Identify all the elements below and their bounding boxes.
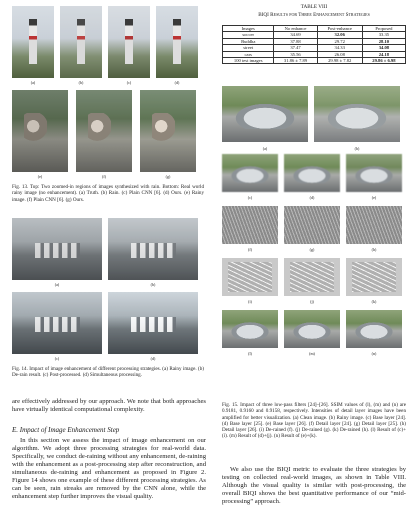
table-cell: 32.06: [317, 32, 362, 38]
fig15-label-g: (g): [309, 247, 315, 252]
table8: [222, 25, 406, 64]
fig15-label-c: (c): [247, 195, 253, 200]
section-heading-e: E. Impact of Image Enhancement Step: [12, 426, 120, 434]
fig13-image-e: [12, 90, 68, 172]
fig15-image-d: [284, 154, 340, 192]
left-paragraph-section-e: In this section we assess the impact of image enhancement on our algorithm. We adopt three processing strategies for real-world data. Specifically, we conduct de-raining without any enhancement, de-raining with the enhancement as a post-processing step after reconstruction, and simultaneous de-raining and enhancement as proposed in Figure 2. Figure 14 shows one example of these different processing strategies. As can be seen, rain streaks are removed by the CNN alone, while the enhancement step further improves the visual quality.: [12, 437, 206, 501]
fig15-image-n: [346, 310, 402, 348]
fig13-image-f: [76, 90, 132, 172]
left-paragraph-continued: are effectively addressed by our approach. We note that both approaches have virtually identical computational complexity.: [12, 398, 206, 414]
table-cell: street: [223, 45, 274, 51]
table-cell: 28.10: [362, 38, 405, 44]
fig15-image-b: [314, 86, 400, 142]
fig13-image-b: [60, 6, 102, 78]
table-cell: 34.33: [317, 45, 362, 51]
fig15-image-i: [222, 258, 278, 296]
fig15-image-c: [222, 154, 278, 192]
fig15-label-d: (d): [309, 195, 315, 200]
table-header-cell: Proposed: [362, 26, 405, 32]
table-header-cell: No enhance: [274, 26, 317, 32]
fig14-image-a: [12, 218, 102, 280]
fig15-label-h: (h): [371, 247, 377, 252]
table-cell: 37.47: [274, 45, 317, 51]
fig13-image-a: [12, 6, 54, 78]
fig15-image-l: [222, 310, 278, 348]
table-header-cell: Post-enhance: [317, 26, 362, 32]
fig13-label-g: (g): [165, 174, 171, 179]
fig14-label-a: (a): [54, 282, 60, 287]
table-cell: Buddha: [223, 38, 274, 44]
table-cell: 24.18: [362, 51, 405, 57]
fig15-image-j: [284, 258, 340, 296]
table-cell: 26.08: [317, 51, 362, 57]
table-cell: 35.56: [274, 51, 317, 57]
fig14-label-d: (d): [150, 356, 156, 361]
fig14-label-c: (c): [54, 356, 60, 361]
table-cell: 29.72: [317, 38, 362, 44]
fig13-label-b: (b): [78, 80, 84, 85]
table-cell: cars: [223, 51, 274, 57]
fig15-image-a: [222, 86, 308, 142]
table-cell: 29.98 ± 7.82: [317, 58, 362, 64]
fig15-image-k: [346, 258, 402, 296]
fig13-image-g: [140, 90, 196, 172]
fig14-image-c: [12, 292, 102, 354]
fig13-image-d: [156, 6, 198, 78]
fig15-label-k: (k): [371, 299, 377, 304]
table-cell: 29.86 ± 6.98: [362, 58, 405, 64]
table-cell: 100 test images: [223, 58, 274, 64]
fig13-label-c: (c): [126, 80, 132, 85]
fig15-image-g: [284, 206, 340, 244]
fig13-caption: Fig. 13. Top: Two zoomed-in regions of images synthesized with rain. Bottom: Real world rainy image (no enhancement). (a) Truth. (b) Rain. (c) Plain CNN [6]. (d) Ours. (e) Rainy image. (f) Plain CNN [6]. (g) Ours.: [12, 184, 204, 203]
fig15-label-j: (j): [310, 299, 314, 304]
fig15-label-b: (b): [354, 146, 360, 151]
fig15-caption: Fig. 15. Impact of three low-pass filters [24]–[26]. SSIM values of (l), (m) and (n) are 0.9181, 0.9160 and 0.9158, respectively. Intensities of detail layer images have been amplified for better visualization. (a) Clean image. (b) Rainy image. (c) Base layer [24]. (d) Base layer [25]. (e) Base layer [26]. (f) Detail layer [24]. (g) Detail layer [25]. (h) Detail layer [26]. (i) De-rained (f). (j) De-rained (g). (k) De-rained (h). (l) Result of (c)+(i). (m) Result of (d)+(j). (n) Result of (e)+(k).: [222, 402, 406, 440]
fig15-label-m: (m): [309, 351, 315, 356]
fig15-label-a: (a): [262, 146, 268, 151]
table-cell: 34.69: [274, 32, 317, 38]
table-row: [223, 58, 406, 64]
fig13-label-d: (d): [174, 80, 180, 85]
table8-title: BIQI Results for Three Enhancement Strategies: [258, 12, 370, 18]
right-paragraph-biqi: We also use the BIQI metric to evaluate the three strategies by testing on collected real-world images, as shown in Table VIII. Although the visual quality is similar with post-processing, the overall BIQI shows the best quantitative performance of our “mid-processing” approach.: [222, 466, 406, 506]
fig13-image-c: [108, 6, 150, 78]
fig15-label-l: (l): [248, 351, 252, 356]
fig14-caption: Fig. 14. Impact of image enhancement of different processing strategies. (a) Rainy image. (b) De-rain result. (c) Post-processed. (d) Simultaneous processing.: [12, 366, 204, 379]
fig15-image-m: [284, 310, 340, 348]
fig13-label-e: (e): [37, 174, 43, 179]
fig13-label-f: (f): [102, 174, 106, 179]
table-cell: 31.86 ± 7.89: [274, 58, 317, 64]
fig13-label-a: (a): [30, 80, 36, 85]
table-header-cell: Images: [223, 26, 274, 32]
table-cell: 34.08: [362, 45, 405, 51]
fig14-image-b: [108, 218, 198, 280]
table-cell: 33.35: [362, 32, 405, 38]
table-cell: soccer: [223, 32, 274, 38]
fig15-label-i: (i): [248, 299, 252, 304]
table-cell: 37.88: [274, 38, 317, 44]
fig15-label-n: (n): [371, 351, 377, 356]
table8-number: TABLE VIII: [300, 4, 328, 10]
fig15-image-f: [222, 206, 278, 244]
fig14-image-d: [108, 292, 198, 354]
fig14-label-b: (b): [150, 282, 156, 287]
fig15-label-f: (f): [248, 247, 252, 252]
fig15-image-h: [346, 206, 402, 244]
fig15-label-e: (e): [371, 195, 377, 200]
fig15-image-e: [346, 154, 402, 192]
